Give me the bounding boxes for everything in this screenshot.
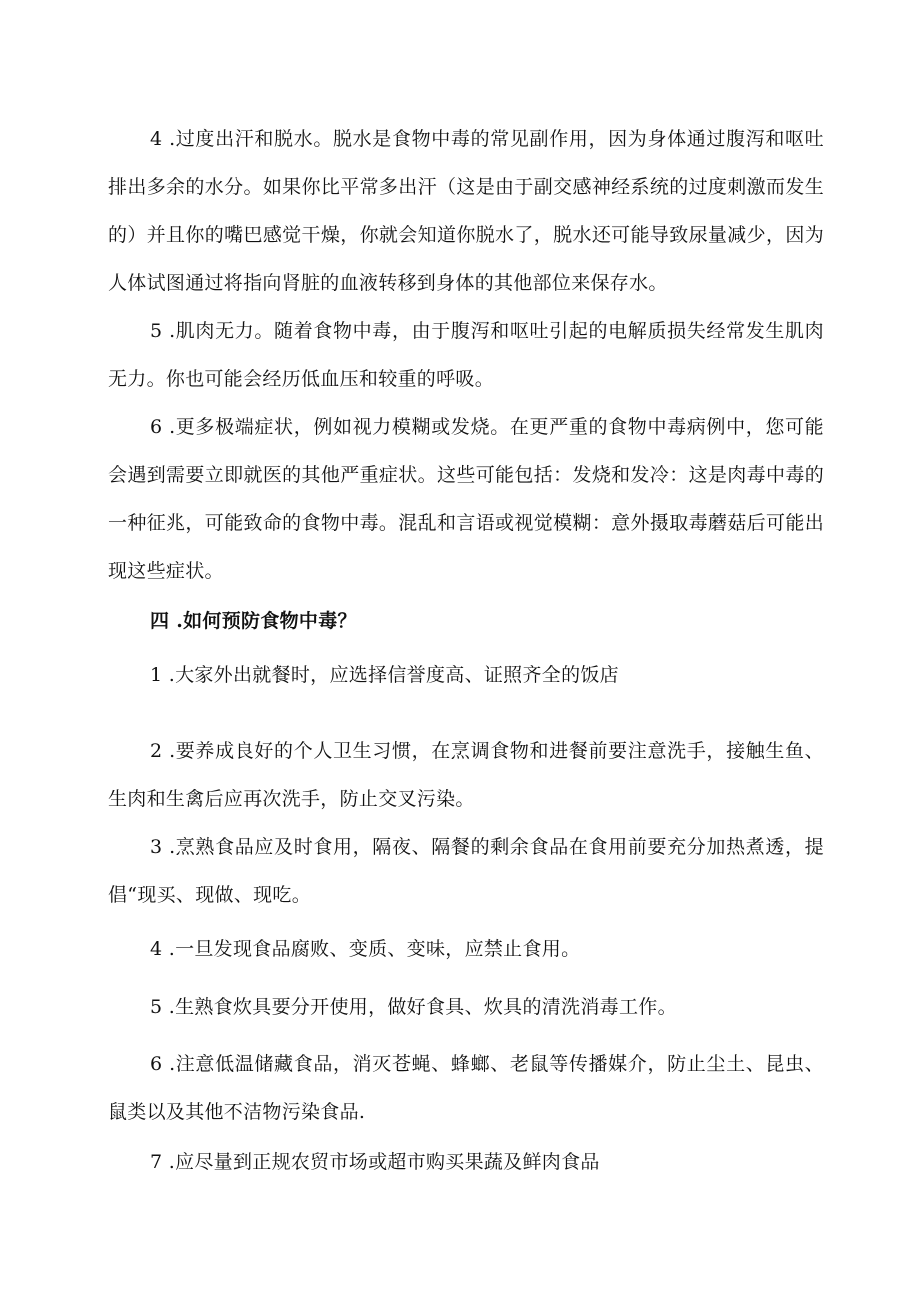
prevention-item-3: 3 .烹熟食品应及时食用，隔夜、隔餐的剩余食品在食用前要充分加热煮透，提倡“现买、现做、现吃。 (108, 836, 824, 906)
prevention-item-5: 5 .生熟食炊具要分开使用，做好食具、炊具的清洗消毒工作。 (150, 996, 677, 1018)
section-heading: 四 .如何预防食物中毒？ (150, 610, 357, 632)
paragraph-extreme-symptoms: 6 .更多极端症状，例如视力模糊或发烧。在更严重的食物中毒病例中，您可能会遇到需要立即就医的其他严重症状。这些可能包括：发烧和发冷：这是肉毒中毒的一种征兆，可能致命的食物中毒。混乱和言语或视觉模糊：意外摄取毒蘑菇后可能出现这些症状。 (108, 416, 824, 582)
paragraph-muscle-weakness: 5 .肌肉无力。随着食物中毒，由于腹泻和呕吐引起的电解质损失经常发生肌肉无力。你也可能会经历低血压和较重的呼吸。 (108, 320, 824, 390)
prevention-item-7: 7 .应尽量到正规农贸市场或超市购买果蔬及鲜肉食品 (150, 1151, 600, 1173)
prevention-item-1: 1 .大家外出就餐时，应选择信誉度高、证照齐全的饭店 (150, 664, 619, 686)
paragraph-dehydration: 4 .过度出汗和脱水。脱水是食物中毒的常见副作用，因为身体通过腹泻和呕吐排出多余的水分。如果你比平常多出汗（这是由于副交感神经系统的过度刺激而发生的）并且你的嘴巴感觉干燥，你就会知道你脱水了，脱水还可能导致尿量减少，因为人体试图通过将指向肾脏的血液转移到身体的其他部位来保存水。 (108, 128, 824, 294)
prevention-item-2: 2 .要养成良好的个人卫生习惯，在烹调食物和进餐前要注意洗手，接触生鱼、生肉和生禽后应再次洗手，防止交叉污染。 (108, 740, 824, 810)
prevention-item-6: 6 .注意低温储藏食品，消灭苍蝇、蜂螂、老鼠等传播媒介，防止尘土、昆虫、鼠类以及其他不洁物污染食品. (108, 1053, 824, 1123)
prevention-item-4: 4 .一旦发现食品腐败、变质、变味，应禁止食用。 (150, 938, 581, 960)
